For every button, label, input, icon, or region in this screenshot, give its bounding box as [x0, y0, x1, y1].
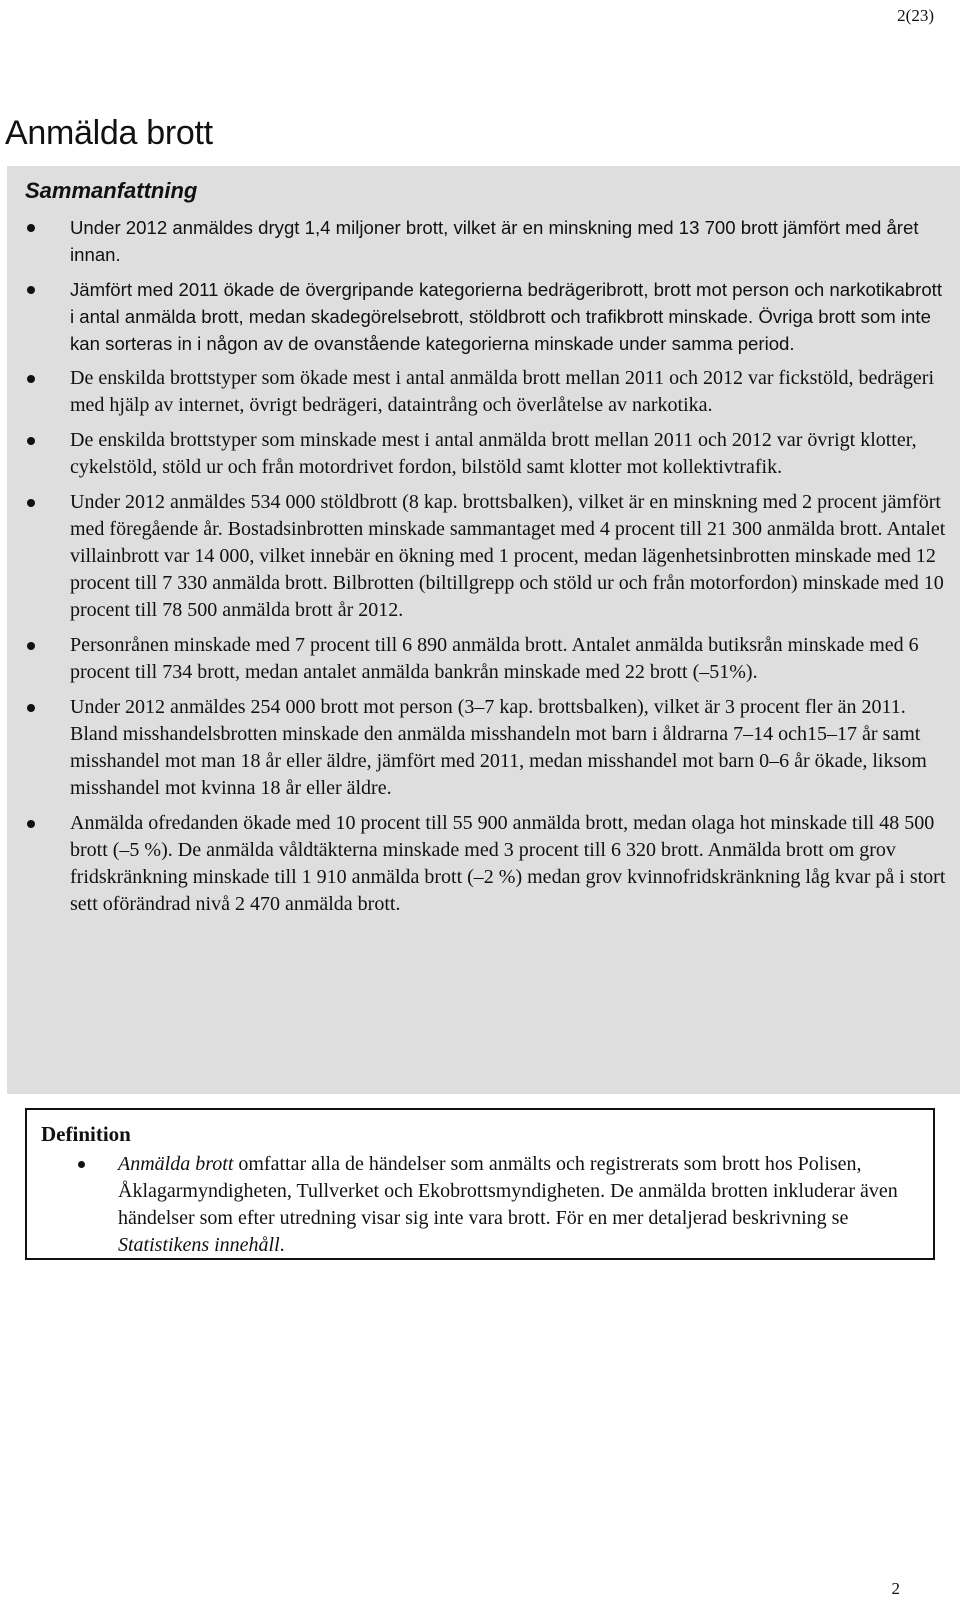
summary-box [7, 166, 960, 1094]
bullet-icon [27, 375, 35, 383]
summary-bullet-text: Jämfört med 2011 ökade de övergripande kategorierna bedrägeribrott, brott mot person och narkotikabrott i antal anmälda brott, medan skadegörelsebrott, stöldbrott och trafikbrott minskade. Övriga brott som inte kan sorteras in i någon av de ovanstående kategorierna minskade under samma period. [70, 279, 942, 354]
bullet-icon [27, 224, 35, 232]
summary-bullet-item [25, 365, 946, 419]
summary-bullet-item [25, 427, 946, 481]
summary-bullet-text: Anmälda ofredanden ökade med 10 procent till 55 900 anmälda brott, medan olaga hot minskade till 48 500 brott (–5 %). De anmälda våldtäkterna minskade med 3 procent till 6 320 brott. Anmälda brott om grov fridskränkning minskade till 1 910 anmälda brott (–2 %) medan grov kvinnofridskränkning låg kvar på i stort sett oförändrad nivå 2 470 anmälda brott. [70, 812, 946, 915]
bullet-icon [27, 642, 35, 650]
bullet-icon [27, 820, 35, 828]
summary-bullet-item [25, 810, 946, 918]
bullet-icon [27, 437, 35, 445]
summary-bullet-list [25, 214, 946, 918]
summary-bullet-text: Under 2012 anmäldes drygt 1,4 miljoner brott, vilket är en minskning med 13 700 brott jämfört med året innan. [70, 217, 919, 265]
summary-bullet-text: Under 2012 anmäldes 254 000 brott mot person (3–7 kap. brottsbalken), vilket är 3 procent fler än 2011. Bland misshandelsbrotten minskade den anmälda misshandeln mot barn i åldrarna 7–14 och15–17 år samt misshandel mot man 18 år eller äldre, jämfört med 2011, medan misshandel mot barn 0–6 år ökade, liksom misshandel mot kvinna 18 år eller äldre. [70, 696, 927, 799]
bullet-icon [27, 286, 35, 294]
summary-heading: Sammanfattning [25, 178, 198, 203]
summary-bullet-item [25, 276, 946, 357]
page-number-bottom: 2 [891, 1579, 900, 1598]
summary-bullet-item [25, 632, 946, 686]
definition-term: Anmälda brott [118, 1153, 234, 1175]
definition-text-end: . [279, 1234, 285, 1256]
definition-box [25, 1108, 935, 1260]
summary-bullet-item [25, 489, 946, 624]
summary-bullet-text: De enskilda brottstyper som ökade mest i antal anmälda brott mellan 2011 och 2012 var fickstöld, bedrägeri med hjälp av internet, övrigt bedrägeri, dataintrång och överlåtelse av narkotika. [70, 367, 935, 416]
definition-reference: Statistikens innehåll [118, 1234, 280, 1256]
definition-text: omfattar alla de händelser som anmälts och registrerats som brott hos Polisen, Åklagarmyndigheten, Tullverket och Ekobrottsmyndigheten. De anmälda brotten inkluderar även händelser som efter utredning visar sig inte vara brott. För en mer detaljerad beskrivning se [118, 1153, 898, 1229]
definition-heading: Definition [41, 1122, 131, 1146]
definition-item [41, 1151, 913, 1259]
page-title: Anmälda brott [5, 114, 213, 152]
summary-bullet-item [25, 694, 946, 802]
summary-bullet-item [25, 214, 946, 268]
summary-bullet-text: Personrånen minskade med 7 procent till 6 890 anmälda brott. Antalet anmälda butiksrån minskade med 6 procent till 734 brott, medan antalet anmälda bankrån minskade med 22 brott (–51%). [70, 634, 919, 683]
summary-bullet-text: Under 2012 anmäldes 534 000 stöldbrott (8 kap. brottsbalken), vilket är en minskning med 2 procent jämfört med föregående år. Bostadsinbrotten minskade sammantaget med 4 procent till 21 300 anmälda brott. Antalet villainbrott var 14 000, vilket innebär en ökning med 1 procent, medan lägenhetsinbrotten minskade med 12 procent till 7 330 anmälda brott. Bilbrotten (biltillgrepp och stöld ur och från motorfordon) minskade med 10 procent till 78 500 anmälda brott år 2012. [70, 491, 946, 621]
summary-bullet-text: De enskilda brottstyper som minskade mest i antal anmälda brott mellan 2011 och 2012 var övrigt klotter, cykelstöld, stöld ur och från motordrivet fordon, bilstöld samt klotter mot kollektivtrafik. [70, 429, 917, 478]
bullet-icon [27, 499, 35, 507]
bullet-icon [27, 704, 35, 712]
bullet-icon [78, 1161, 85, 1168]
page-number-top: 2(23) [897, 6, 934, 25]
